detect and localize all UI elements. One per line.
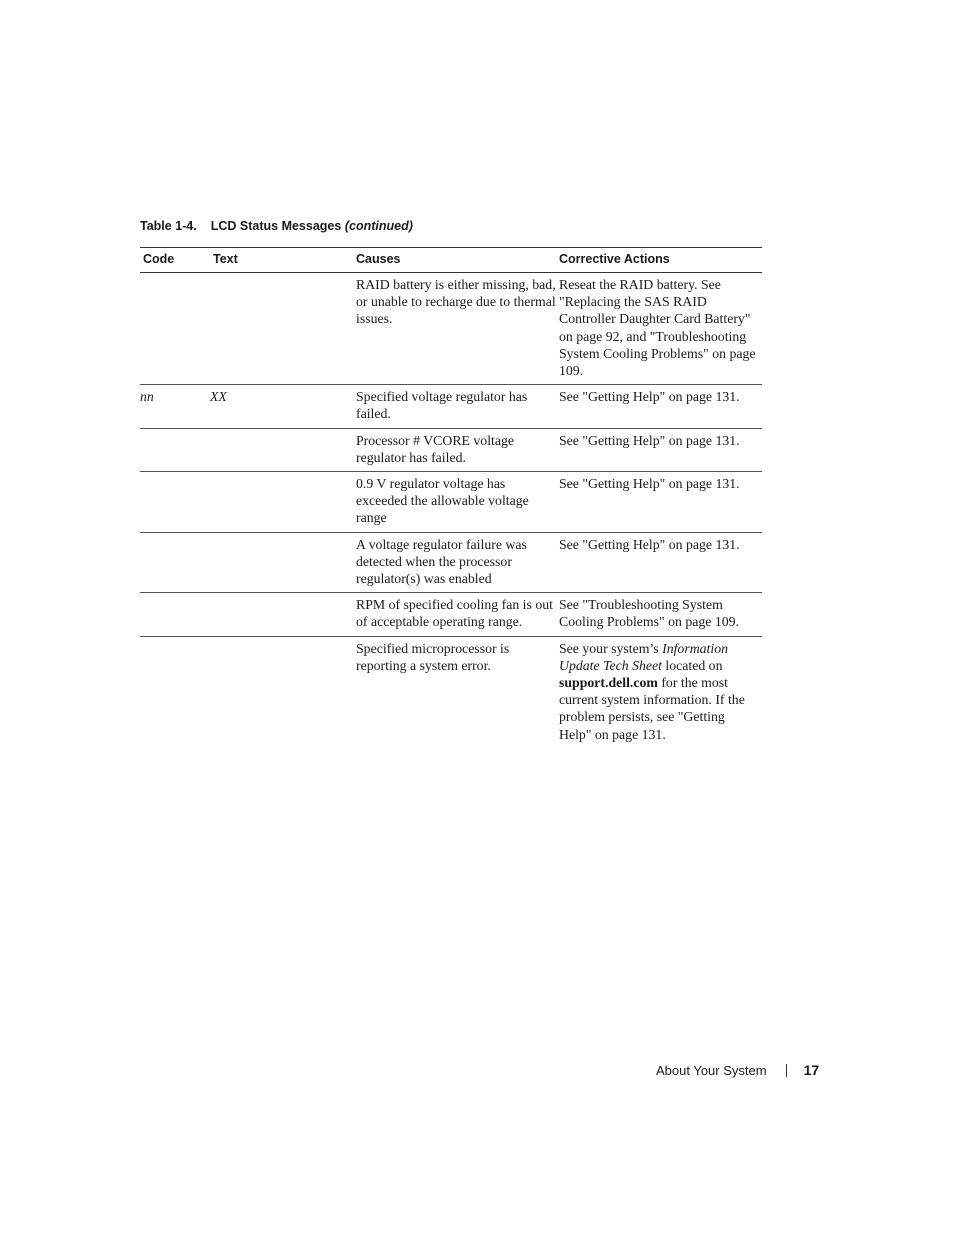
- cell-causes: Processor # VCORE voltage regulator has failed.: [356, 428, 559, 471]
- support-site-link[interactable]: support.dell.com: [559, 675, 658, 691]
- table-row: [140, 636, 762, 748]
- cell-text: [210, 472, 356, 533]
- cell-code: [140, 428, 210, 471]
- table-row: [140, 593, 762, 636]
- actions-text: See your system’s: [559, 640, 663, 656]
- cell-code: [140, 593, 210, 636]
- cell-causes: Specified microprocessor is reporting a system error.: [356, 640, 510, 673]
- cell-actions: See "Getting Help" on page 131.: [559, 428, 762, 471]
- cell-causes: Specified voltage regulator has failed.: [356, 385, 559, 428]
- cell-code: [140, 273, 210, 385]
- cell-causes: 0.9 V regulator voltage has exceeded the allowable voltage range: [356, 472, 559, 533]
- cell-text: [210, 428, 356, 471]
- page-footer: [656, 1062, 819, 1078]
- cell-text: [210, 532, 356, 593]
- cell-code: [140, 532, 210, 593]
- column-header-corrective-actions: Corrective Actions: [559, 248, 762, 273]
- cell-actions: See "Getting Help" on page 131.: [559, 532, 762, 593]
- tech-sheet-title: Information Update Tech Sheet: [559, 640, 729, 673]
- page-number: 17: [803, 1062, 820, 1078]
- cell-code: nn: [140, 385, 210, 428]
- table-number: Table 1-4.: [140, 219, 197, 233]
- table-caption: [140, 219, 413, 233]
- table-row: [140, 428, 762, 471]
- table-row: [140, 532, 762, 593]
- actions-text: located on: [661, 657, 723, 673]
- lcd-status-table: [140, 247, 762, 748]
- column-header-causes: Causes: [356, 248, 559, 273]
- cell-actions: See "Getting Help" on page 131.: [559, 385, 762, 428]
- footer-section-title: About Your System: [656, 1063, 767, 1078]
- cell-text: [210, 636, 356, 748]
- column-header-code: Code: [140, 248, 210, 273]
- table-row: [140, 385, 762, 428]
- cell-text: [210, 593, 356, 636]
- table-row: [140, 273, 762, 385]
- footer-divider: [786, 1064, 787, 1077]
- cell-causes: RPM of specified cooling fan is out of acceptable operating range.: [356, 593, 559, 636]
- cell-actions: [559, 636, 762, 748]
- cell-actions: See "Troubleshooting System Cooling Problems" on page 109.: [559, 593, 762, 636]
- cell-code: [140, 472, 210, 533]
- cell-code: [140, 636, 210, 748]
- cell-causes: A voltage regulator failure was detected when the processor regulator(s) was enabled: [356, 532, 559, 593]
- cell-actions: Reseat the RAID battery. See "Replacing the SAS RAID Controller Daughter Card Battery" on page 92, and "Troubleshooting System Cooling Problems" on page 109.: [559, 273, 762, 385]
- table-continued-note: (continued): [344, 219, 413, 233]
- column-header-text: Text: [210, 248, 356, 273]
- cell-causes: RAID battery is either missing, bad, or unable to recharge due to thermal issues.: [356, 273, 559, 385]
- cell-text: [210, 273, 356, 385]
- cell-actions: See "Getting Help" on page 131.: [559, 472, 762, 533]
- table-row: [140, 472, 762, 533]
- cell-text: XX: [210, 385, 356, 428]
- table-title: LCD Status Messages: [210, 219, 342, 233]
- actions-text: for the most current system information. If the problem persists, see "Getting Help" on page 131.: [559, 675, 745, 742]
- table-header-row: [140, 248, 762, 273]
